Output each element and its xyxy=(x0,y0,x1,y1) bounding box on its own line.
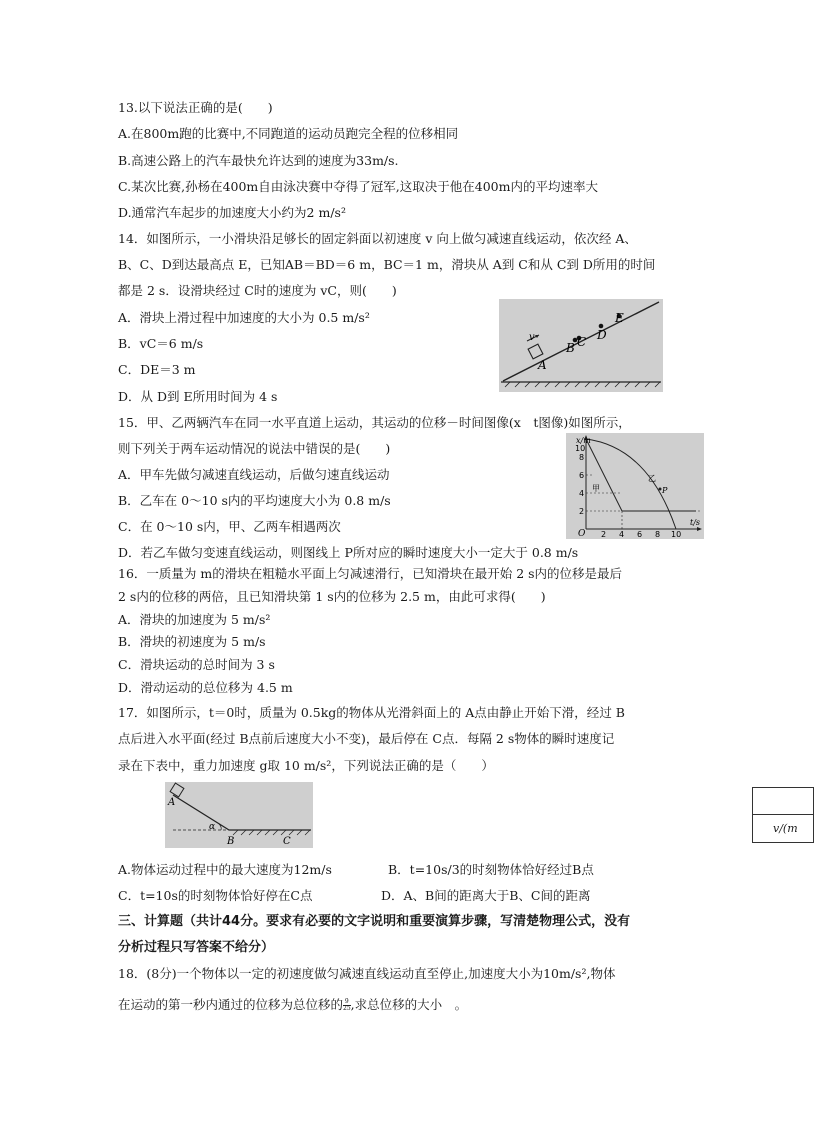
q17-option-a: A.物体运动过程中的最大速度为12m/s xyxy=(118,862,332,877)
q14-label-c: C xyxy=(577,335,587,349)
q15-xtick: 10 xyxy=(671,530,682,539)
q15-ytick: 2 xyxy=(579,507,585,516)
q14-stem-line3: 都是 2 s．设滑块经过 C时的速度为 vC，则( ) xyxy=(118,283,397,298)
q15-ytick: 10 xyxy=(575,444,586,453)
q17-velocity-table xyxy=(752,787,814,843)
q17-slope-figure xyxy=(165,782,313,848)
q14-option-d: D．从 D到 E所用时间为 4 s xyxy=(118,389,278,404)
section3-heading-line1: 三、计算题（共计44分。要求有必要的文字说明和重要演算步骤，写清楚物理公式，没有 xyxy=(118,914,631,929)
q15-ylabel: x/m xyxy=(576,436,591,445)
q15-xtick: 6 xyxy=(637,530,643,539)
q15-xtick: 2 xyxy=(601,530,607,539)
q14-label-b: B xyxy=(566,341,575,355)
q17-label-b: B xyxy=(227,836,235,847)
q13-option-c: C.某次比赛,孙杨在400m自由泳决赛中夺得了冠军,这取决于他在400m内的平均速率大 xyxy=(118,179,598,194)
q15-ytick: 6 xyxy=(579,471,585,480)
q16-stem-line2: 2 s内的位移的两倍，且已知滑块第 1 s内的位移为 2.5 m，由此可求得( ) xyxy=(118,589,546,604)
q17-option-c: C．t=10s的时刻物体恰好停在C点 xyxy=(118,888,313,903)
q14-option-b: B．vC＝6 m/s xyxy=(118,336,204,351)
q14-incline-figure xyxy=(499,299,663,392)
q16-option-c: C．滑块运动的总时间为 3 s xyxy=(118,657,275,672)
q14-label-d: D xyxy=(597,328,607,342)
q17-stem-line2: 点后进入水平面(经过 B点前后速度大小不变)，最后停在 C点．每隔 2 s物体的瞬时速度记 xyxy=(118,731,615,746)
q16-option-d: D．滑动运动的总位移为 4.5 m xyxy=(118,680,293,695)
q18-line2-suffix: ,求总位移的大小 。 xyxy=(350,997,468,1012)
q15-origin: O xyxy=(578,529,586,539)
q18-line2 xyxy=(118,996,467,1014)
q13-option-b: B.高速公路上的汽车最快允许达到的速度为33m/s. xyxy=(118,153,399,168)
q18-line1: 18．(8分)一个物体以一定的初速度做匀减速直线运动直至停止,加速度大小为10m/s²,物体 xyxy=(118,966,616,981)
q15-xtick: 8 xyxy=(655,530,661,539)
q17-stem-line1: 17．如图所示，t＝0时，质量为 0.5kg的物体从光滑斜面上的 A点由静止开始下滑，经过 B xyxy=(118,705,625,720)
q15-option-a: A．甲车先做匀减速直线运动，后做匀速直线运动 xyxy=(118,467,390,482)
q14-option-c: C．DE＝3 m xyxy=(118,362,196,377)
q16-option-a: A．滑块的加速度为 5 m/s² xyxy=(118,612,271,627)
q18-frac-den: 25 xyxy=(343,1005,351,1012)
q16-stem-line1: 16．一质量为 m的滑块在粗糙水平面上匀减速滑行，已知滑块在最开始 2 s内的位移是最后 xyxy=(118,566,623,581)
q15-label-p: P xyxy=(662,486,668,495)
q18-line2-prefix: 在运动的第一秒内通过的位移为总位移的 xyxy=(118,997,344,1012)
q15-option-c: C．在 0～10 s内，甲、乙两车相遇两次 xyxy=(118,519,341,534)
q17-option-b: B．t=10s/3的时刻物体恰好经过B点 xyxy=(388,862,594,877)
q13-option-a: A.在800m跑的比赛中,不同跑道的运动员跑完全程的位移相同 xyxy=(118,126,459,141)
q17-stem-line3: 录在下表中，重力加速度 g取 10 m/s²，下列说法正确的是（ ） xyxy=(118,758,494,773)
q14-label-a: A xyxy=(538,358,547,372)
q17-table-label: v/(m xyxy=(773,822,798,835)
q15-label-yi: 乙 xyxy=(648,474,656,483)
q17-label-alpha: α xyxy=(209,822,216,832)
q18-frac-num: 9 xyxy=(344,998,349,1005)
q13-option-d: D.通常汽车起步的加速度大小约为2 m/s² xyxy=(118,205,346,220)
q15-xtick: 4 xyxy=(619,530,625,539)
q15-ytick: 4 xyxy=(579,489,585,498)
q16-option-b: B．滑块的初速度为 5 m/s xyxy=(118,634,266,649)
q14-label-v: v xyxy=(529,332,535,343)
q15-stem-line1: 15．甲、乙两辆汽车在同一水平直道上运动，其运动的位移－时间图像(x t图像)如图所示， xyxy=(118,415,631,430)
q15-xlabel: t/s xyxy=(690,518,701,527)
q14-option-a: A．滑块上滑过程中加速度的大小为 0.5 m/s² xyxy=(118,310,370,325)
q15-option-d: D．若乙车做匀变速直线运动，则图线上 P所对应的瞬时速度大小一定大于 0.8 m/s xyxy=(118,545,579,560)
q14-stem-line1: 14．如图所示，一小滑块沿足够长的固定斜面以初速度 v 向上做匀减速直线运动，依次经 A、 xyxy=(118,231,637,246)
q15-option-b: B．乙车在 0～10 s内的平均速度大小为 0.8 m/s xyxy=(118,493,391,508)
q15-ytick: 8 xyxy=(579,453,585,462)
q14-stem-line2: B、C、D到达最高点 E，已知AB＝BD＝6 m，BC＝1 m，滑块从 A到 C和从 C到 D所用的时间 xyxy=(118,257,656,272)
q15-xt-graph xyxy=(566,433,704,539)
q14-label-e: E xyxy=(615,311,624,325)
q17-label-a: A xyxy=(168,797,176,808)
q18-fraction xyxy=(343,999,351,1012)
q15-stem-line2: 则下列关于两车运动情况的说法中错误的是( ) xyxy=(118,441,391,456)
q13-stem: 13.以下说法正确的是( ) xyxy=(118,100,273,115)
q17-option-d: D．A、B间的距离大于B、C间的距离 xyxy=(381,888,591,903)
q15-label-jia: 甲 xyxy=(592,484,600,493)
q17-label-c: C xyxy=(283,836,291,847)
section3-heading-line2: 分析过程只写答案不给分） xyxy=(118,940,275,955)
